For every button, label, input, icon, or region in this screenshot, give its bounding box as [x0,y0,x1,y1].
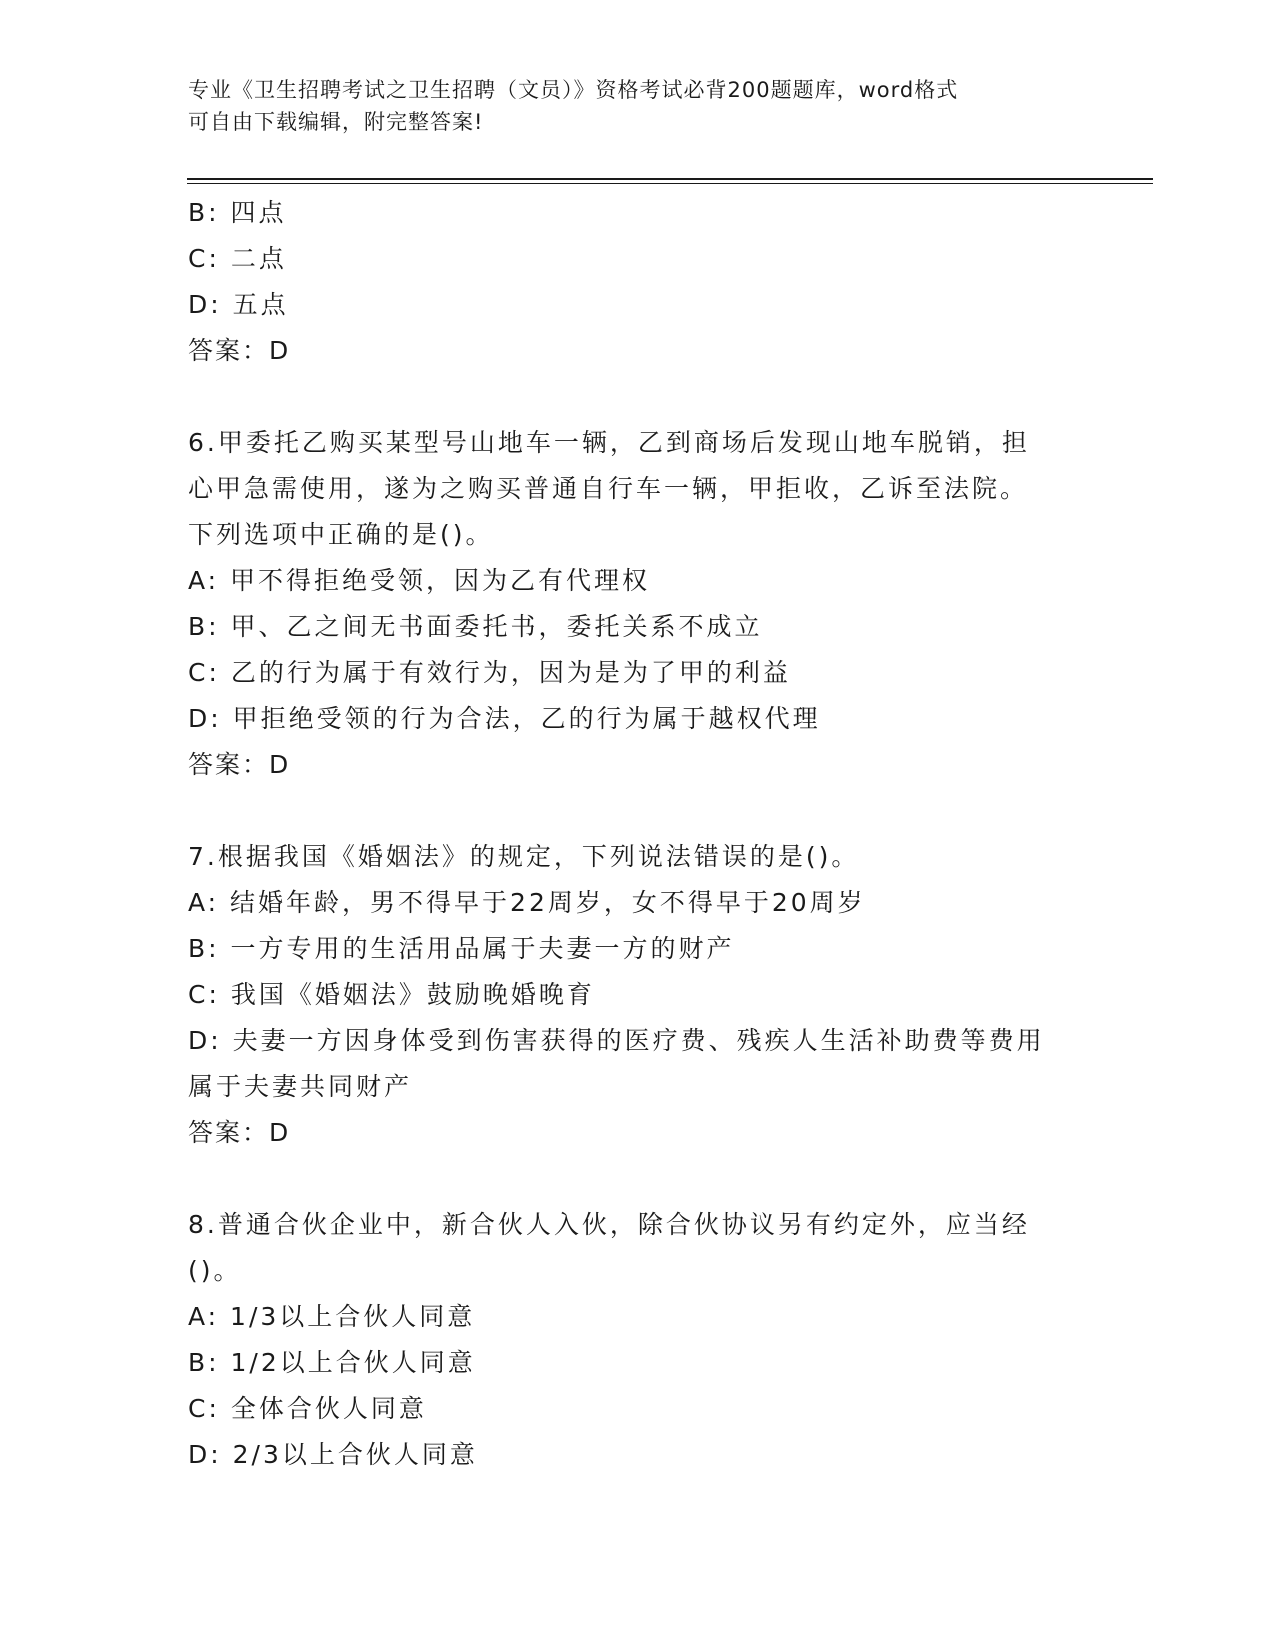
option-line: B: 四点 [188,198,287,227]
option-line: B: 甲、乙之间无书面委托书，委托关系不成立 [188,612,763,641]
header-divider [187,178,1153,180]
option-line: A: 结婚年龄，男不得早于22周岁，女不得早于20周岁 [188,888,866,917]
option-line: B: 一方专用的生活用品属于夫妻一方的财产 [188,934,735,963]
question-stem-line: 下列选项中正确的是()。 [188,520,494,549]
answer-line: 答案：D [188,750,291,779]
option-line: D: 五点 [188,290,289,319]
answer-line: 答案：D [188,336,291,365]
question-6 [188,420,1068,788]
option-line-continued: 属于夫妻共同财产 [188,1072,413,1101]
page-header [188,74,1088,138]
option-line: B: 1/2以上合伙人同意 [188,1348,476,1377]
option-line: A: 甲不得拒绝受领，因为乙有代理权 [188,566,651,595]
question-stem-line: 8.普通合伙企业中，新合伙人入伙，除合伙协议另有约定外，应当经 [188,1210,1030,1239]
question-stem-line: 7.根据我国《婚姻法》的规定，下列说法错误的是()。 [188,842,860,871]
option-line: C: 我国《婚姻法》鼓励晚婚晚育 [188,980,595,1009]
option-line: D: 夫妻一方因身体受到伤害获得的医疗费、残疾人生活补助费等费用 [188,1026,1045,1055]
question-8 [188,1202,1068,1478]
question-stem-line: 心甲急需使用，遂为之购买普通自行车一辆，甲拒收，乙诉至法院。 [188,474,1029,503]
header-title-line-2: 可自由下载编辑，附完整答案! [188,110,484,134]
carryover-question [188,190,1068,374]
header-divider-thin [187,183,1153,184]
option-line: D: 甲拒绝受领的行为合法，乙的行为属于越权代理 [188,704,821,733]
option-line: C: 二点 [188,244,287,273]
question-7 [188,834,1068,1156]
header-title-line-1: 专业《卫生招聘考试之卫生招聘（文员）》资格考试必背200题题库，word格式 [188,78,959,102]
question-stem-line: ()。 [188,1256,242,1285]
question-stem-line: 6.甲委托乙购买某型号山地车一辆，乙到商场后发现山地车脱销，担 [188,428,1030,457]
answer-line: 答案：D [188,1118,291,1147]
option-line: C: 乙的行为属于有效行为，因为是为了甲的利益 [188,658,791,687]
option-line: D: 2/3以上合伙人同意 [188,1440,478,1469]
document-body [188,190,1068,1478]
option-line: C: 全体合伙人同意 [188,1394,427,1423]
option-line: A: 1/3以上合伙人同意 [188,1302,476,1331]
